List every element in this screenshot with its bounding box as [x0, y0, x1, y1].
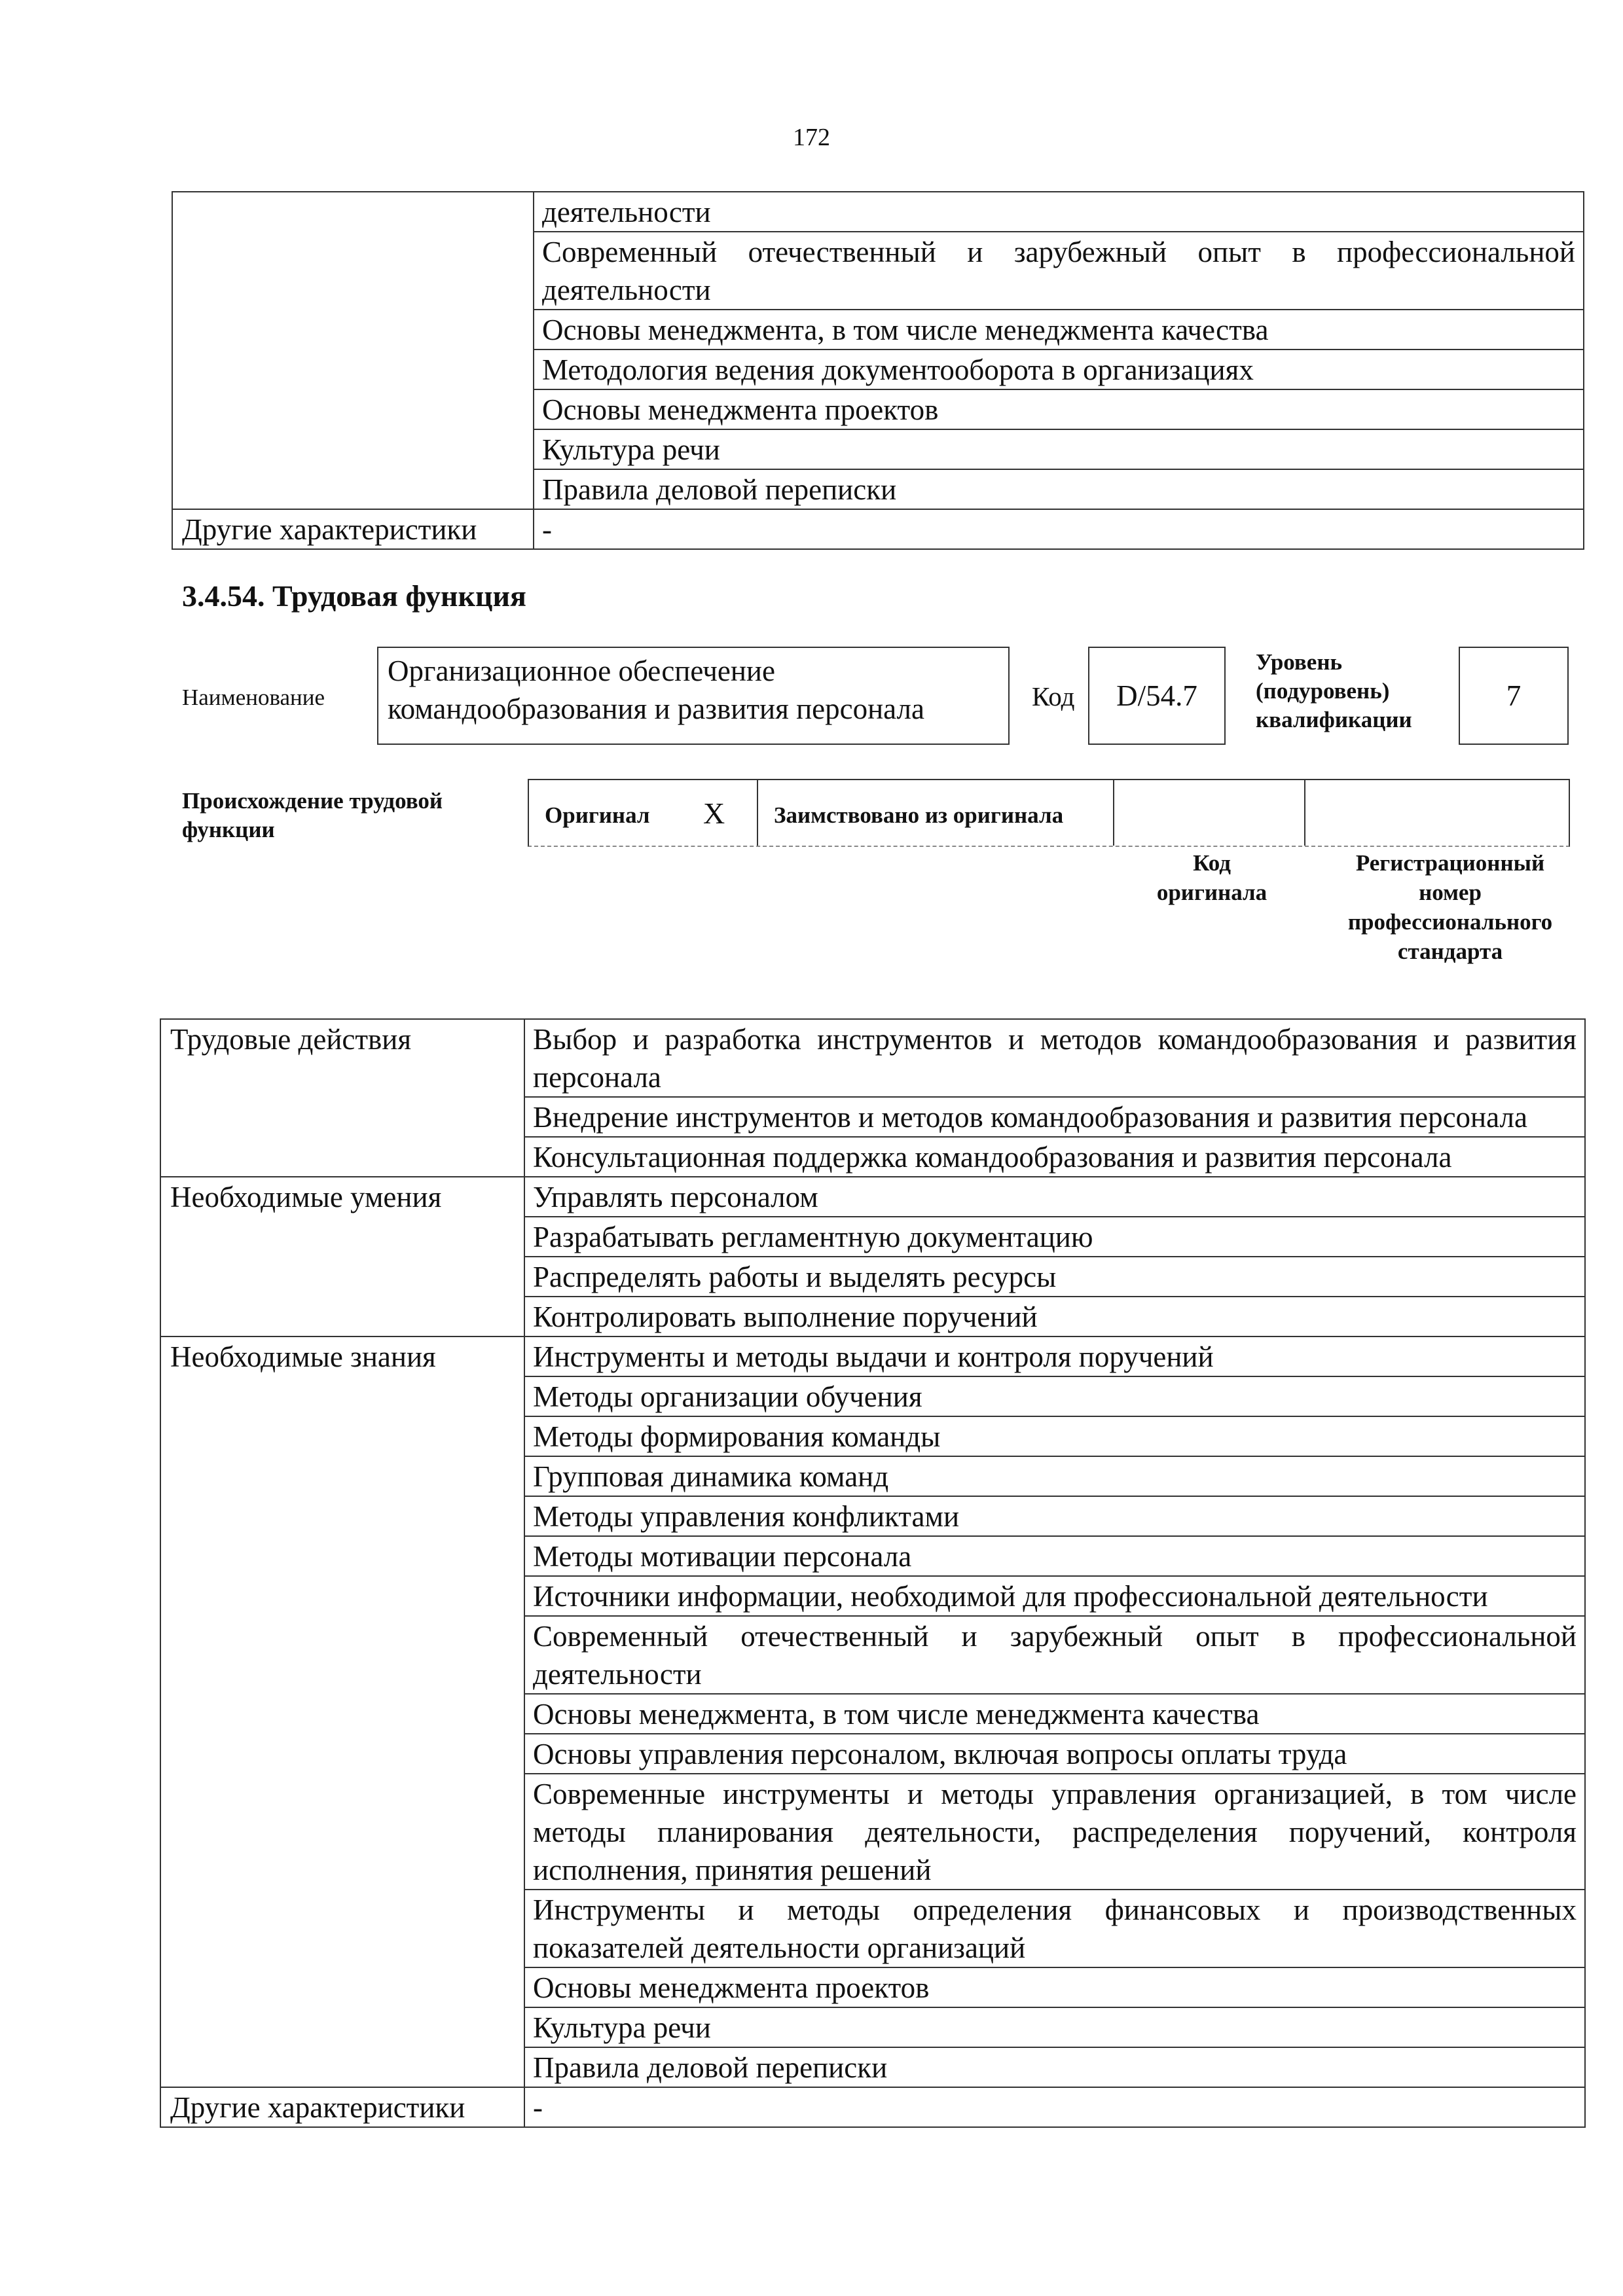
knowledge-item: Методология ведения документооборота в организациях	[534, 350, 1584, 389]
origin-divider	[1304, 780, 1305, 846]
group-item: Основы менеджмента проектов	[524, 1967, 1585, 2007]
code-caption: Код оригинала	[1156, 850, 1267, 905]
reg-caption: Регистрационный номер профессионального стандарта	[1347, 850, 1553, 964]
group-item: Методы формирования команды	[524, 1416, 1585, 1456]
table-row	[160, 1177, 1585, 1217]
group-item: Методы организации обучения	[524, 1376, 1585, 1416]
group-item: Культура речи	[524, 2007, 1585, 2047]
table-row	[172, 192, 1584, 232]
knowledge-item: Современный отечественный и зарубежный опыт в профессиональной деятельности	[534, 232, 1584, 310]
group-item: Инструменты и методы выдачи и контроля поручений	[524, 1336, 1585, 1376]
other-characteristics-value: -	[524, 2087, 1585, 2127]
group-item: Современный отечественный и зарубежный опыт в профессиональной деятельности	[524, 1616, 1585, 1694]
group-label: Необходимые знания	[160, 1336, 524, 2087]
group-item: Консультационная поддержка командообразования и развития персонала	[524, 1137, 1585, 1177]
table-row	[172, 509, 1584, 549]
group-item: Распределять работы и выделять ресурсы	[524, 1257, 1585, 1297]
code-label: Код	[1032, 681, 1075, 711]
knowledge-item: Правила деловой переписки	[534, 469, 1584, 509]
group-label: Необходимые умения	[160, 1177, 524, 1336]
borrowed-label: Заимствовано из оригинала	[774, 802, 1064, 828]
group-item: Управлять персоналом	[524, 1177, 1585, 1217]
group-item: Основы управления персоналом, включая вопросы оплаты труда	[524, 1734, 1585, 1774]
group-item: Контролировать выполнение поручений	[524, 1297, 1585, 1336]
group-item: Правила деловой переписки	[524, 2047, 1585, 2087]
code-value-box	[1088, 647, 1226, 745]
name-value: Организационное обеспечение командообразования и развития персонала	[388, 655, 924, 725]
level-value: 7	[1506, 679, 1522, 712]
group-item: Основы менеджмента, в том числе менеджмента качества	[524, 1694, 1585, 1734]
main-function-table	[160, 1018, 1586, 2128]
origin-divider	[757, 780, 758, 846]
group-item: Современные инструменты и методы управления организацией, в том числе методы планирования деятельности, распределения поручений, контроля исполнения, принятия решений	[524, 1774, 1585, 1890]
other-characteristics-value: -	[534, 509, 1584, 549]
group-item: Групповая динамика команд	[524, 1456, 1585, 1496]
knowledge-item: Основы менеджмента проектов	[534, 389, 1584, 429]
name-value-box	[377, 647, 1010, 745]
original-mark: X	[703, 797, 725, 830]
knowledge-item: Основы менеджмента, в том числе менеджмента качества	[534, 310, 1584, 350]
knowledge-item: деятельности	[534, 192, 1584, 232]
original-label: Оригинал	[545, 802, 650, 828]
section-title: 3.4.54. Трудовая функция	[182, 579, 526, 613]
knowledge-item: Культура речи	[534, 429, 1584, 469]
table-row	[160, 1336, 1585, 1376]
code-value: D/54.7	[1116, 679, 1197, 712]
group-item: Методы управления конфликтами	[524, 1496, 1585, 1536]
table-row	[160, 2087, 1585, 2127]
other-characteristics-label: Другие характеристики	[172, 509, 534, 549]
level-value-box	[1459, 647, 1569, 745]
other-characteristics-label: Другие характеристики	[160, 2087, 524, 2127]
group-item: Методы мотивации персонала	[524, 1536, 1585, 1576]
group-item: Разрабатывать регламентную документацию	[524, 1217, 1585, 1257]
page-number: 172	[793, 124, 830, 151]
group-label: Трудовые действия	[160, 1019, 524, 1177]
top-continuation-table	[172, 191, 1584, 550]
group-item: Инструменты и методы определения финансовых и производственных показателей деятельности организаций	[524, 1890, 1585, 1967]
origin-label: Происхождение трудовой функции	[182, 788, 443, 842]
group-item: Источники информации, необходимой для профессиональной деятельности	[524, 1576, 1585, 1616]
group-item: Внедрение инструментов и методов командообразования и развития персонала	[524, 1097, 1585, 1137]
level-label: Уровень (подуровень) квалификации	[1256, 649, 1412, 732]
origin-divider	[1113, 780, 1114, 846]
name-label: Наименование	[182, 685, 325, 710]
table-row	[160, 1019, 1585, 1097]
knowledge-label-cont	[172, 192, 534, 509]
group-item: Выбор и разработка инструментов и методов командообразования и развития персонала	[524, 1019, 1585, 1097]
